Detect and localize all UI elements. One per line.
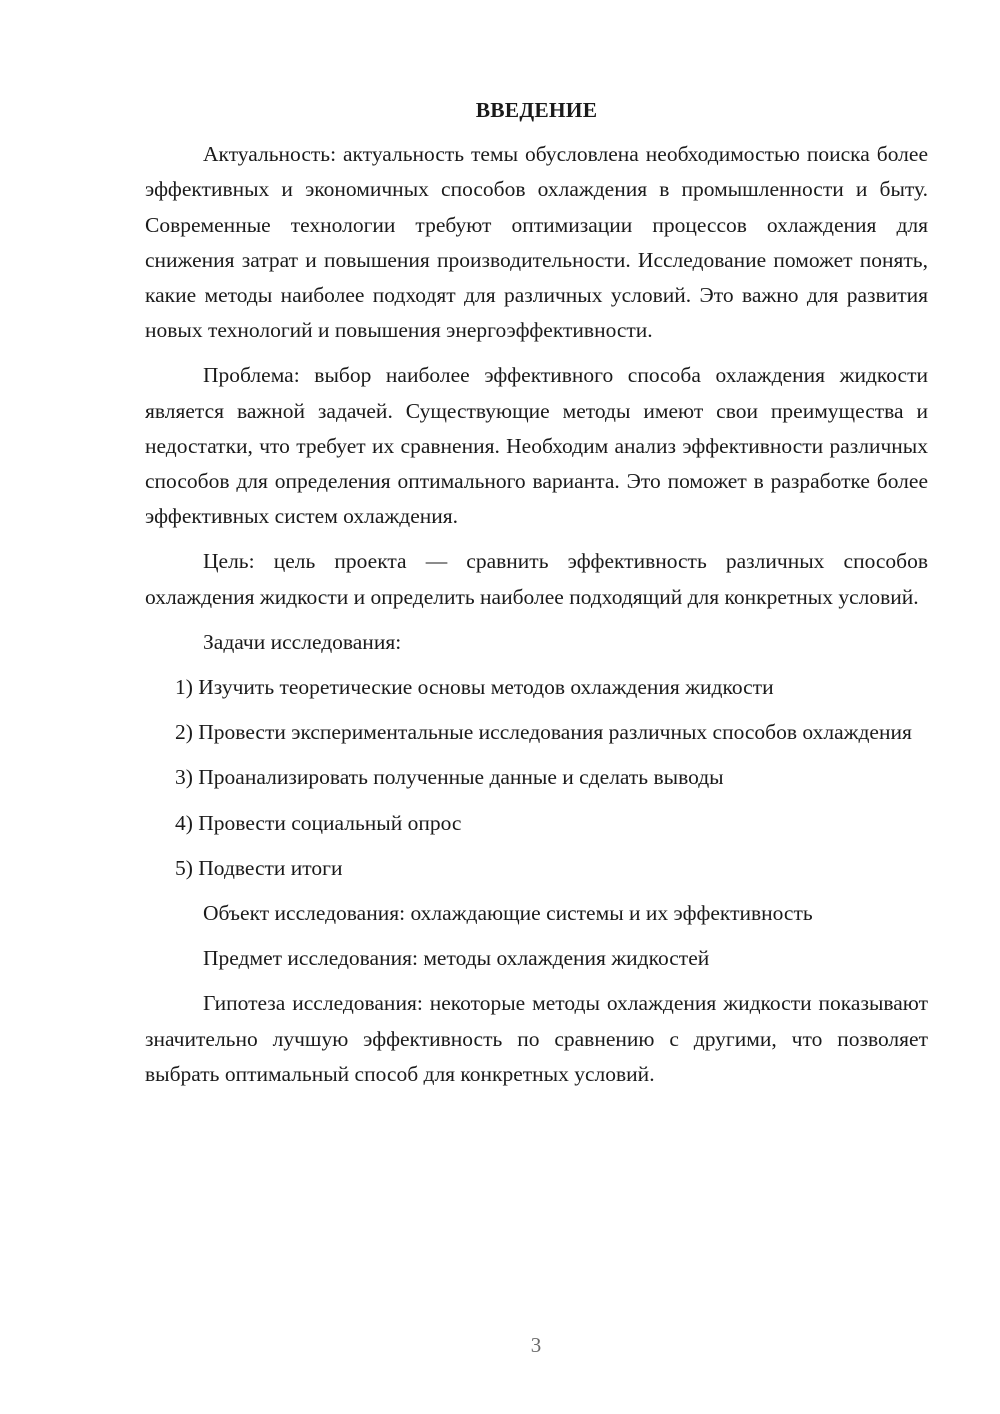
tasks-list bbox=[145, 670, 928, 886]
page-number: 3 bbox=[530, 1333, 542, 1357]
section-title: ВВЕДЕНИЕ bbox=[475, 98, 598, 122]
document-page bbox=[145, 93, 928, 1092]
paragraph-object: Объект исследования: охлаждающие системы и их эффективность bbox=[203, 901, 813, 926]
paragraph-problem: Проблема: выбор наиболее эффективного способа охлаждения жидкости является важной задачей. Существующие методы имеют свои преимущества и недостатки, что требует их сравнения. Необходим анализ эффективности различных способов для определения оптимального варианта. Это поможет в разработке более эффективных систем охлаждения. bbox=[145, 363, 928, 529]
list-item: 2) Провести экспериментальные исследования различных способов охлаждения bbox=[175, 720, 912, 745]
list-item: 1) Изучить теоретические основы методов охлаждения жидкости bbox=[175, 675, 774, 700]
paragraph-subject: Предмет исследования: методы охлаждения жидкостей bbox=[203, 946, 710, 971]
tasks-heading: Задачи исследования: bbox=[203, 629, 402, 654]
list-item: 5) Подвести итоги bbox=[175, 855, 343, 880]
paragraph-goal: Цель: цель проекта — сравнить эффективность различных способов охлаждения жидкости и определить наиболее подходящий для конкретных условий. bbox=[145, 549, 928, 609]
list-item: 3) Проанализировать полученные данные и сделать выводы bbox=[175, 765, 724, 790]
list-item: 4) Провести социальный опрос bbox=[175, 810, 462, 835]
paragraph-relevance: Актуальность: актуальность темы обусловлена необходимостью поиска более эффективных и экономичных способов охлаждения в промышленности и быту. Современные технологии требуют оптимизации процессов охлаждения для снижения затрат и повышения производительности. Исследование поможет понять, какие методы наиболее подходят для различных условий. Это важно для развития новых технологий и повышения энергоэффективности. bbox=[145, 142, 928, 343]
paragraph-hypothesis: Гипотеза исследования: некоторые методы охлаждения жидкости показывают значительно лучшую эффективность по сравнению с другими, что позволяет выбрать оптимальный способ для конкретных условий. bbox=[145, 991, 928, 1086]
